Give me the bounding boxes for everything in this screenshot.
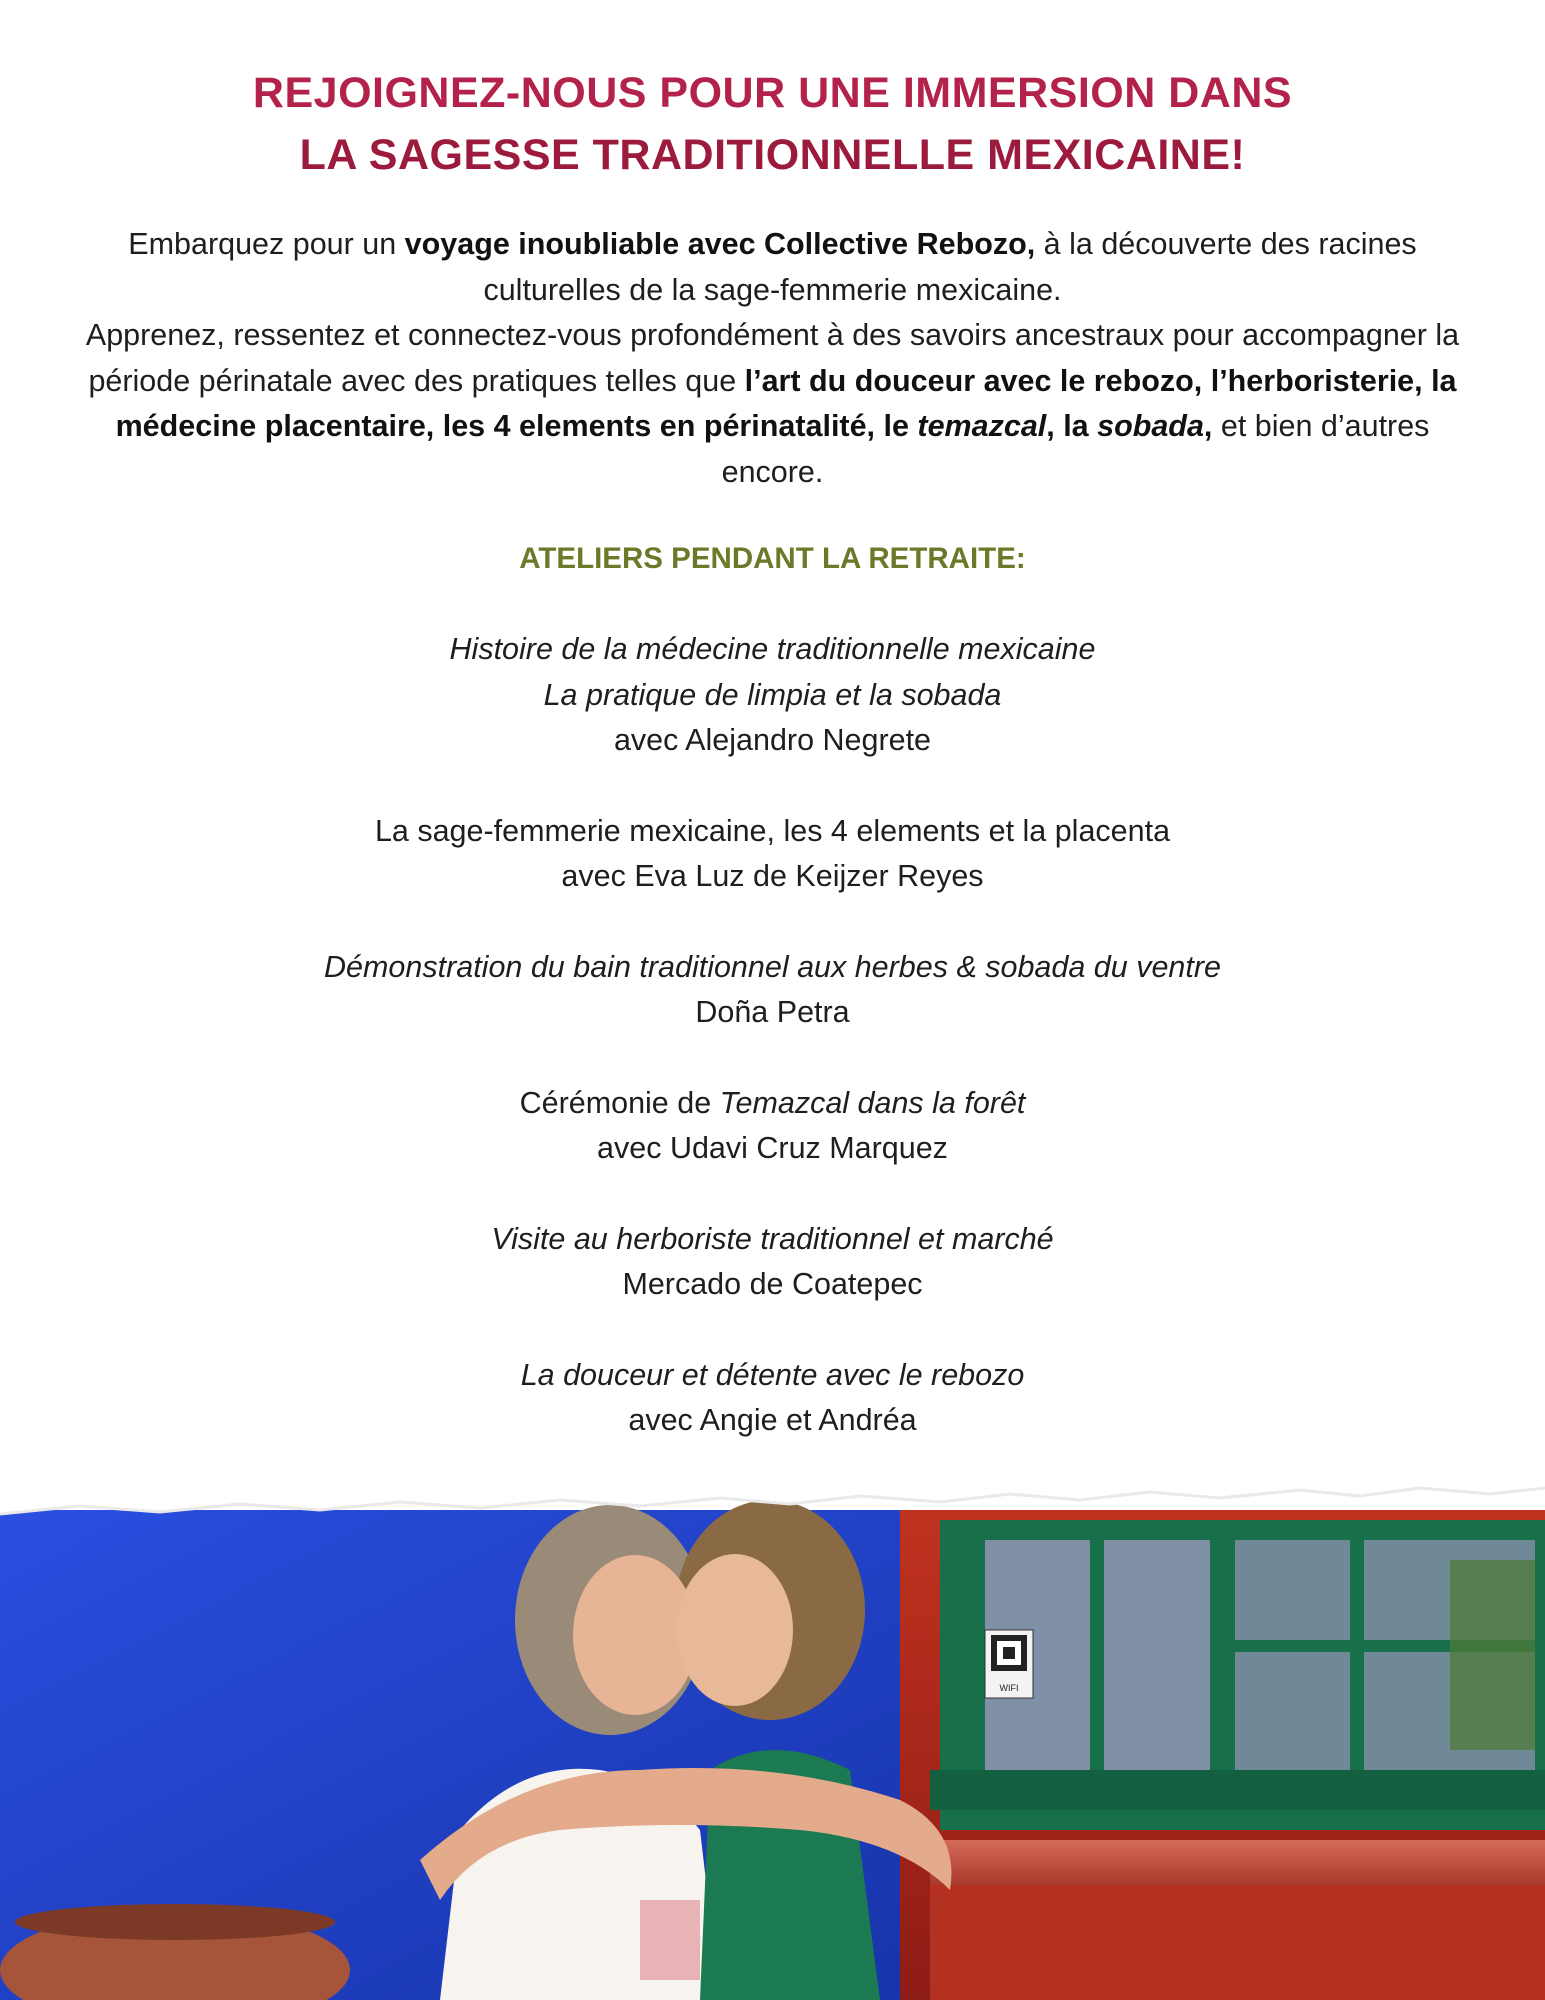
workshop-item [0,809,1545,900]
intro-text: à la découverte des racines culturelles de la sage-femmerie mexicaine. [483,227,1417,307]
intro-text: Apprenez, ressentez et connectez-vous profondément à des savoirs ancestraux pour accompagner la période périnatale avec des pratiques telles que [85,318,1460,398]
workshops-title: ATELIERS PENDANT LA RETRAITE: [519,542,1026,575]
window-mullion [1350,1540,1364,1770]
workshop-title: Visite au herboriste traditionnel et marché [491,1221,1054,1256]
intro-bold: l’art du douceur avec le rebozo, l’herboristerie, la médecine placentaire, les 4 elements en périnatalité, le [115,363,1457,443]
workshop-item [0,1081,1545,1172]
photo-illustration [0,1470,1545,2000]
intro-text: Embarquez pour un [128,227,405,261]
headline-line-2: LA SAGESSE TRADITIONNELLE MEXICAINE! [299,131,1246,179]
intro-bold: , la [1046,409,1098,443]
workshop-title-italic: Temazcal dans la forêt [719,1085,1026,1120]
window-base [930,1770,1545,1810]
workshop-title-text: Cérémonie de [519,1085,720,1120]
workshop-item [0,627,1545,764]
intro-bold-italic: sobada [1097,409,1204,443]
workshop-host: avec Alejandro Negrete [613,723,932,757]
workshop-title: La sage-femmerie mexicaine, les 4 elements et la placenta [374,813,1171,848]
intro-bold: voyage inoubliable avec Collective Rebozo, [404,227,1036,261]
workshop-item [0,945,1545,1036]
workshop-host: Mercado de Coatepec [622,1267,923,1301]
window-mullion [1090,1540,1104,1770]
plants [1450,1560,1535,1750]
workshop-item [0,1217,1545,1308]
workshop-item [0,1353,1545,1444]
intro-paragraph [63,222,1483,495]
embroidery [640,1900,700,1980]
photo-banner [0,1470,1545,2000]
intro-bold-italic: temazcal [917,409,1047,443]
clay-pot-rim [15,1904,335,1940]
workshop-title [0,1081,1545,1127]
face-right [677,1554,793,1706]
intro-text: et bien d’autres encore. [721,409,1430,489]
workshop-host: Doña Petra [695,995,850,1029]
stone-bench [930,1840,1545,1885]
qr-code-label: WIFI [999,1683,1019,1693]
workshop-title: Démonstration du bain traditionnel aux herbes & sobada du ventre [324,949,1221,984]
bench-front [930,1885,1545,2000]
headline [0,62,1545,186]
qr-code-core [1003,1647,1015,1659]
workshop-title: La douceur et détente avec le rebozo [520,1357,1025,1392]
workshop-host: avec Eva Luz de Keijzer Reyes [561,859,984,893]
workshops-list [0,627,1545,1444]
workshop-subtitle: La pratique de limpia et la sobada [543,677,1002,712]
workshop-host: avec Udavi Cruz Marquez [597,1131,948,1165]
workshop-title: Histoire de la médecine traditionnelle mexicaine [449,632,1096,666]
intro-bold: , [1203,409,1213,443]
workshop-host: avec Angie et Andréa [628,1403,917,1437]
headline-line-1: REJOIGNEZ-NOUS POUR UNE IMMERSION DANS [252,69,1293,117]
